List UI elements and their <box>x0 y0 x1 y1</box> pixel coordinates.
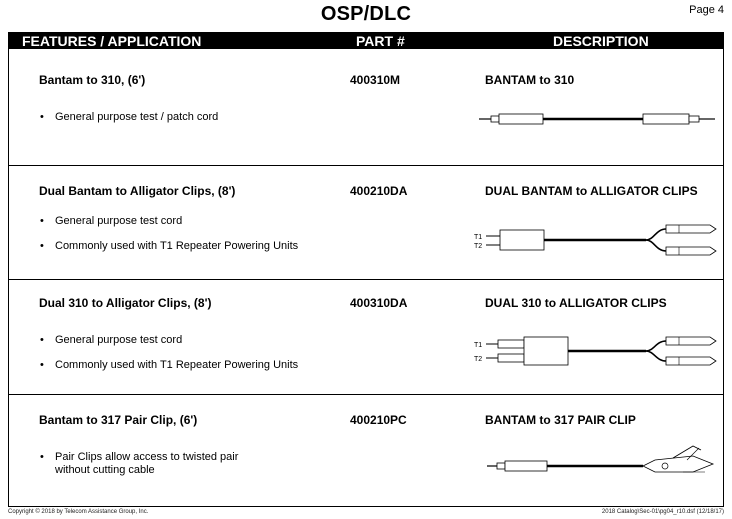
part-number: 400310M <box>350 73 401 87</box>
product-table <box>8 49 724 507</box>
product-name: Dual 310 to Alligator Clips, (8') <box>39 296 212 310</box>
dual-bantam-alligator-illustration <box>474 217 719 267</box>
product-description: BANTAM to 317 PAIR CLIP <box>485 413 636 427</box>
product-name: Dual Bantam to Alligator Clips, (8') <box>39 184 236 198</box>
feature-item: • Pair Clips allow access to twisted pair <box>39 451 238 464</box>
feature-item: • Commonly used with T1 Repeater Powering Units <box>39 359 298 372</box>
part-number: 400210PC <box>350 413 407 427</box>
file-reference: 2018 Catalog\Sec-01\pg04_r10.dsf (12/18/17) <box>601 509 724 515</box>
product-description: BANTAM to 310 <box>485 73 575 87</box>
part-number: 400310DA <box>350 296 408 310</box>
feature-list <box>39 451 238 477</box>
feature-item: • General purpose test / patch cord <box>39 111 218 124</box>
t1-label: T1 <box>474 234 483 241</box>
header-features: FEATURES / APPLICATION <box>22 33 202 49</box>
dual-310-alligator-illustration <box>474 329 719 377</box>
product-name: Bantam to 317 Pair Clip, (6') <box>39 413 198 427</box>
product-name: Bantam to 310, (6') <box>39 73 146 87</box>
feature-list <box>39 111 218 124</box>
bantam-310-cord-illustration <box>479 109 719 129</box>
feature-item: • General purpose test cord <box>39 215 298 228</box>
product-row-bantam-310 <box>9 49 723 166</box>
header-description: DESCRIPTION <box>553 33 649 49</box>
product-row-bantam-pair-clip <box>9 394 723 506</box>
table-header <box>8 32 724 49</box>
t1-label: T1 <box>474 342 483 349</box>
page-title: OSP/DLC <box>320 3 412 25</box>
feature-item-continued: without cutting cable <box>55 464 155 476</box>
header-part: PART # <box>356 33 405 49</box>
product-description: DUAL 310 to ALLIGATOR CLIPS <box>485 296 667 310</box>
product-description: DUAL BANTAM to ALLIGATOR CLIPS <box>485 184 698 198</box>
feature-item: • General purpose test cord <box>39 334 298 347</box>
feature-list <box>39 215 298 253</box>
feature-item: • Commonly used with T1 Repeater Powering Units <box>39 240 298 253</box>
bantam-pair-clip-illustration <box>487 442 719 482</box>
part-number: 400210DA <box>350 184 408 198</box>
t2-label: T2 <box>474 356 483 363</box>
t2-label: T2 <box>474 243 483 250</box>
feature-list <box>39 334 298 372</box>
page-number: Page 4 <box>689 4 724 16</box>
product-row-dual-310-alligator <box>9 279 723 395</box>
product-row-dual-bantam-alligator <box>9 165 723 280</box>
copyright-note: Copyright © 2018 by Telecom Assistance Group, Inc. <box>8 509 149 515</box>
